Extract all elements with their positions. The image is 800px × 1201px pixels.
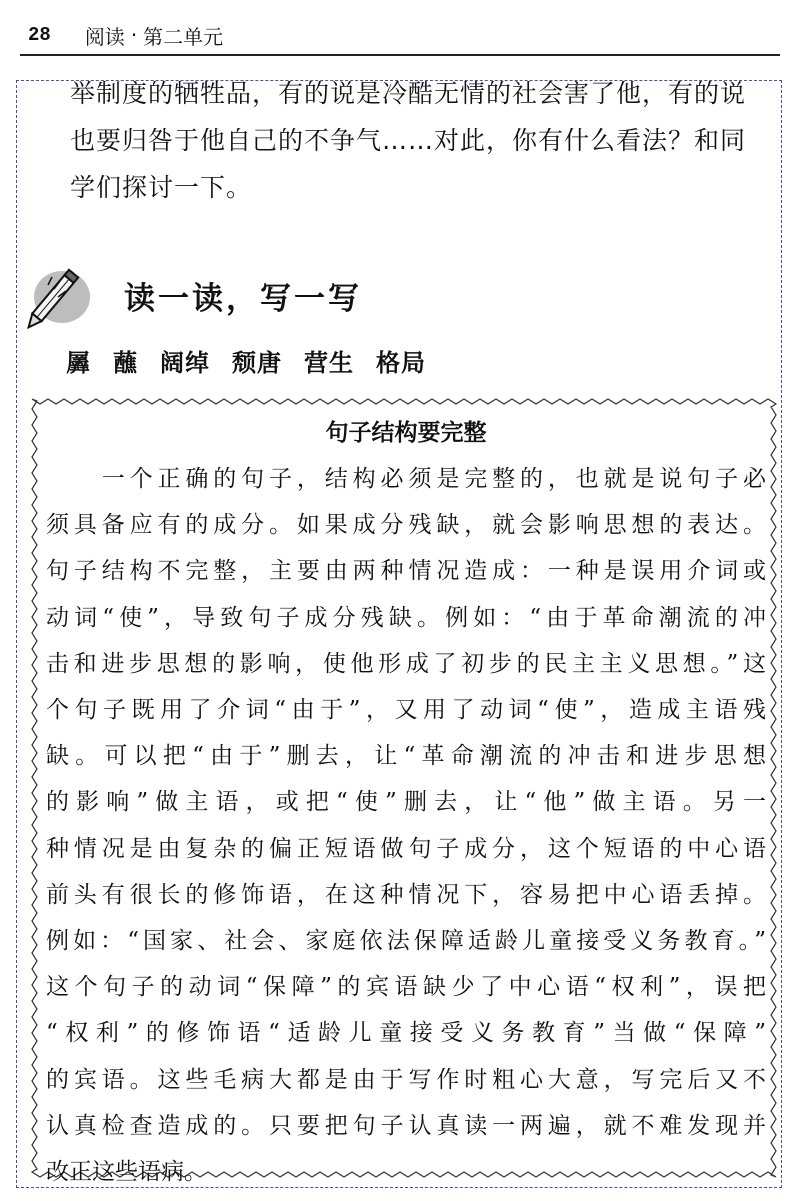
tip-line: 种情况是由复杂的偏正短语做句子成分，这个短语的中心语 <box>46 835 766 862</box>
section-title: 读一读，写一写 <box>124 280 362 317</box>
pencil-icon <box>22 255 92 335</box>
tip-line: 的影响”做主语，或把“使”删去，让“他”做主语。另一 <box>46 789 766 816</box>
tip-line: 一个正确的句子，结构必须是完整的，也就是说句子必 <box>46 466 766 492</box>
intro-paragraph <box>70 70 785 211</box>
tip-line: 缺。可以把“由于”删去，让“革命潮流的冲击和进步思想 <box>46 743 766 770</box>
vocab-item: 羼 <box>66 349 91 377</box>
vocab-item: 阔绰 <box>160 349 210 377</box>
vocab-item: 颓唐 <box>232 349 282 377</box>
tip-line: 动词“使”，导致句子成分残缺。例如：“由于革命潮流的冲 <box>46 604 766 631</box>
intro-line: 也要归咎于他自己的不争气……对此，你有什么看法？和同 <box>70 126 747 155</box>
tip-line: 须具备应有的成分。如果成分残缺，就会影响思想的表达。 <box>46 512 766 539</box>
tip-line: 个句子既用了介词“由于”，又用了动词“使”，造成主语残 <box>46 697 766 724</box>
header-section: 阅读 <box>84 24 125 49</box>
intro-line: 举制度的牺牲品，有的说是冷酷无情的社会害了他，有的说 <box>70 79 747 108</box>
header-rule <box>20 54 780 56</box>
vocab-item: 格局 <box>376 349 426 377</box>
tip-line: 改正这些语病。 <box>46 1159 207 1186</box>
intro-line: 学们探讨一下。 <box>70 173 253 202</box>
tip-line: 例如：“国家、社会、家庭依法保障适龄儿童接受义务教育。” <box>46 928 766 955</box>
vocab-item: 营生 <box>304 349 354 377</box>
tip-line: 的宾语。这些毛病大都是由于写作时粗心大意，写完后又不 <box>46 1066 766 1093</box>
header-separator: · <box>130 23 138 47</box>
tip-line: 认真检查造成的。只要把句子认真读一两遍，就不难发现并 <box>46 1112 766 1139</box>
tip-line: 前头有很长的修饰语，在这种情况下，容易把中心语丢掉。 <box>46 881 766 908</box>
tip-line: 击和进步思想的影响，使他形成了初步的民主主义思想。”这 <box>46 650 766 677</box>
tip-body <box>46 456 766 1195</box>
tip-box <box>46 416 766 1195</box>
section-heading <box>22 255 362 335</box>
tip-title: 句子结构要完整 <box>325 420 487 446</box>
vocab-list <box>66 343 426 378</box>
tip-line: 这个句子的动词“保障”的宾语缺少了中心语“权利”，误把 <box>46 974 766 1001</box>
header-unit: 第二单元 <box>143 24 224 49</box>
tip-line: 句子结构不完整，主要由两种情况造成：一种是误用介词或 <box>46 558 766 585</box>
tip-line: “权利”的修饰语“适龄儿童接受义务教育”当做“保障” <box>46 1020 766 1047</box>
page-header <box>28 18 223 52</box>
vocab-item: 蘸 <box>113 349 138 377</box>
page-number: 28 <box>28 24 51 46</box>
